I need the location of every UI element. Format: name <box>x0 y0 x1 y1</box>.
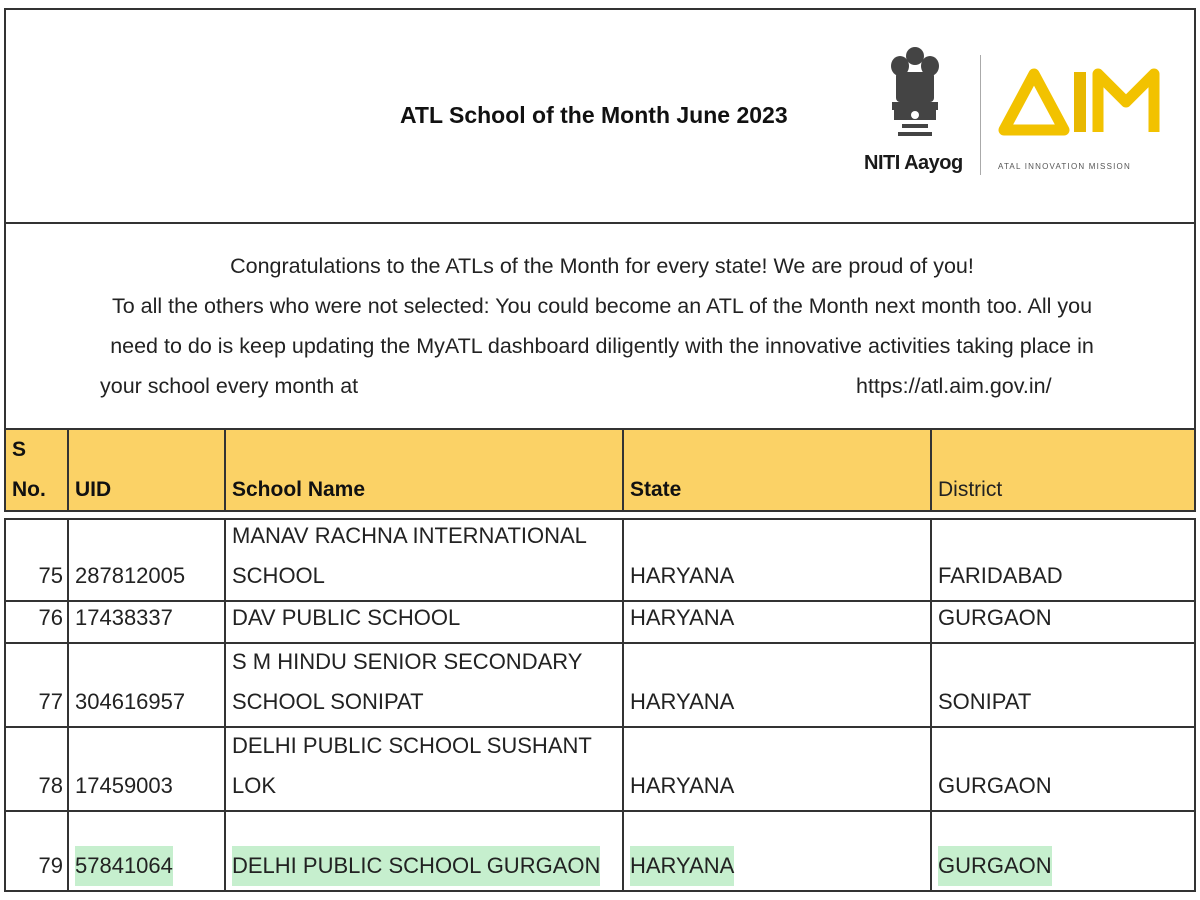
cell-district: FARIDABAD <box>938 563 1063 588</box>
cell-school: DELHI PUBLIC SCHOOL GURGAON <box>232 846 600 886</box>
cell-district: GURGAON <box>938 605 1052 630</box>
logo-divider <box>980 55 981 175</box>
table-row <box>4 644 1196 728</box>
niti-aayog-label: NITI Aayog <box>864 152 963 174</box>
column-header-sno: S No. <box>6 430 69 510</box>
cell-sno: 75 <box>38 563 63 588</box>
cell-state: HARYANA <box>630 846 734 886</box>
cell-sno: 77 <box>38 689 63 714</box>
message-line-2: To all the others who were not selected: You could become an ATL of the Month next month too. All you <box>111 294 1093 318</box>
cell-uid: 57841064 <box>75 846 173 886</box>
table-row <box>4 518 1196 602</box>
cell-uid: 287812005 <box>75 563 186 588</box>
table-body <box>4 518 1196 892</box>
aim-logo-icon <box>996 66 1161 138</box>
table-header <box>4 428 1196 512</box>
cell-district: GURGAON <box>938 846 1052 886</box>
message-line-1: Congratulations to the ATLs of the Month for every state! We are proud of you! <box>230 254 974 278</box>
aim-subtitle: ATAL INNOVATION MISSION <box>998 162 1131 171</box>
table-row-highlighted <box>4 812 1196 892</box>
cell-district: SONIPAT <box>938 689 1032 714</box>
message-line-3: need to do is keep updating the MyATL dashboard diligently with the innovative activities taking place in <box>110 334 1094 358</box>
cell-uid: 304616957 <box>75 689 186 714</box>
cell-sno: 79 <box>38 853 63 878</box>
cell-school: DELHI PUBLIC SCHOOL SUSHANT LOK <box>232 733 592 798</box>
cell-school: S M HINDU SENIOR SECONDARY SCHOOL SONIPAT <box>232 649 583 714</box>
cell-district: GURGAON <box>938 773 1052 798</box>
message-box <box>4 222 1196 428</box>
cell-school: MANAV RACHNA INTERNATIONAL SCHOOL <box>232 523 587 588</box>
cell-state: HARYANA <box>630 563 735 588</box>
column-header-school: School Name <box>226 430 624 510</box>
column-header-state: State <box>624 430 932 510</box>
cell-uid: 17438337 <box>75 605 173 630</box>
cell-sno: 78 <box>38 773 63 798</box>
message-line-4: your school every month at <box>100 374 359 398</box>
column-header-district: District <box>938 478 1003 501</box>
cell-school: DAV PUBLIC SCHOOL <box>232 605 461 630</box>
cell-state: HARYANA <box>630 689 735 714</box>
cell-state: HARYANA <box>630 605 735 630</box>
table-row <box>4 728 1196 812</box>
cell-sno: 76 <box>38 605 63 630</box>
atl-portal-link[interactable]: https://atl.aim.gov.in/ <box>856 374 1052 398</box>
column-header-uid: UID <box>69 430 226 510</box>
table-row <box>4 602 1196 644</box>
cell-state: HARYANA <box>630 773 735 798</box>
national-emblem-icon <box>880 42 950 147</box>
page-title: ATL School of the Month June 2023 <box>400 102 788 128</box>
cell-uid: 17459003 <box>75 773 173 798</box>
